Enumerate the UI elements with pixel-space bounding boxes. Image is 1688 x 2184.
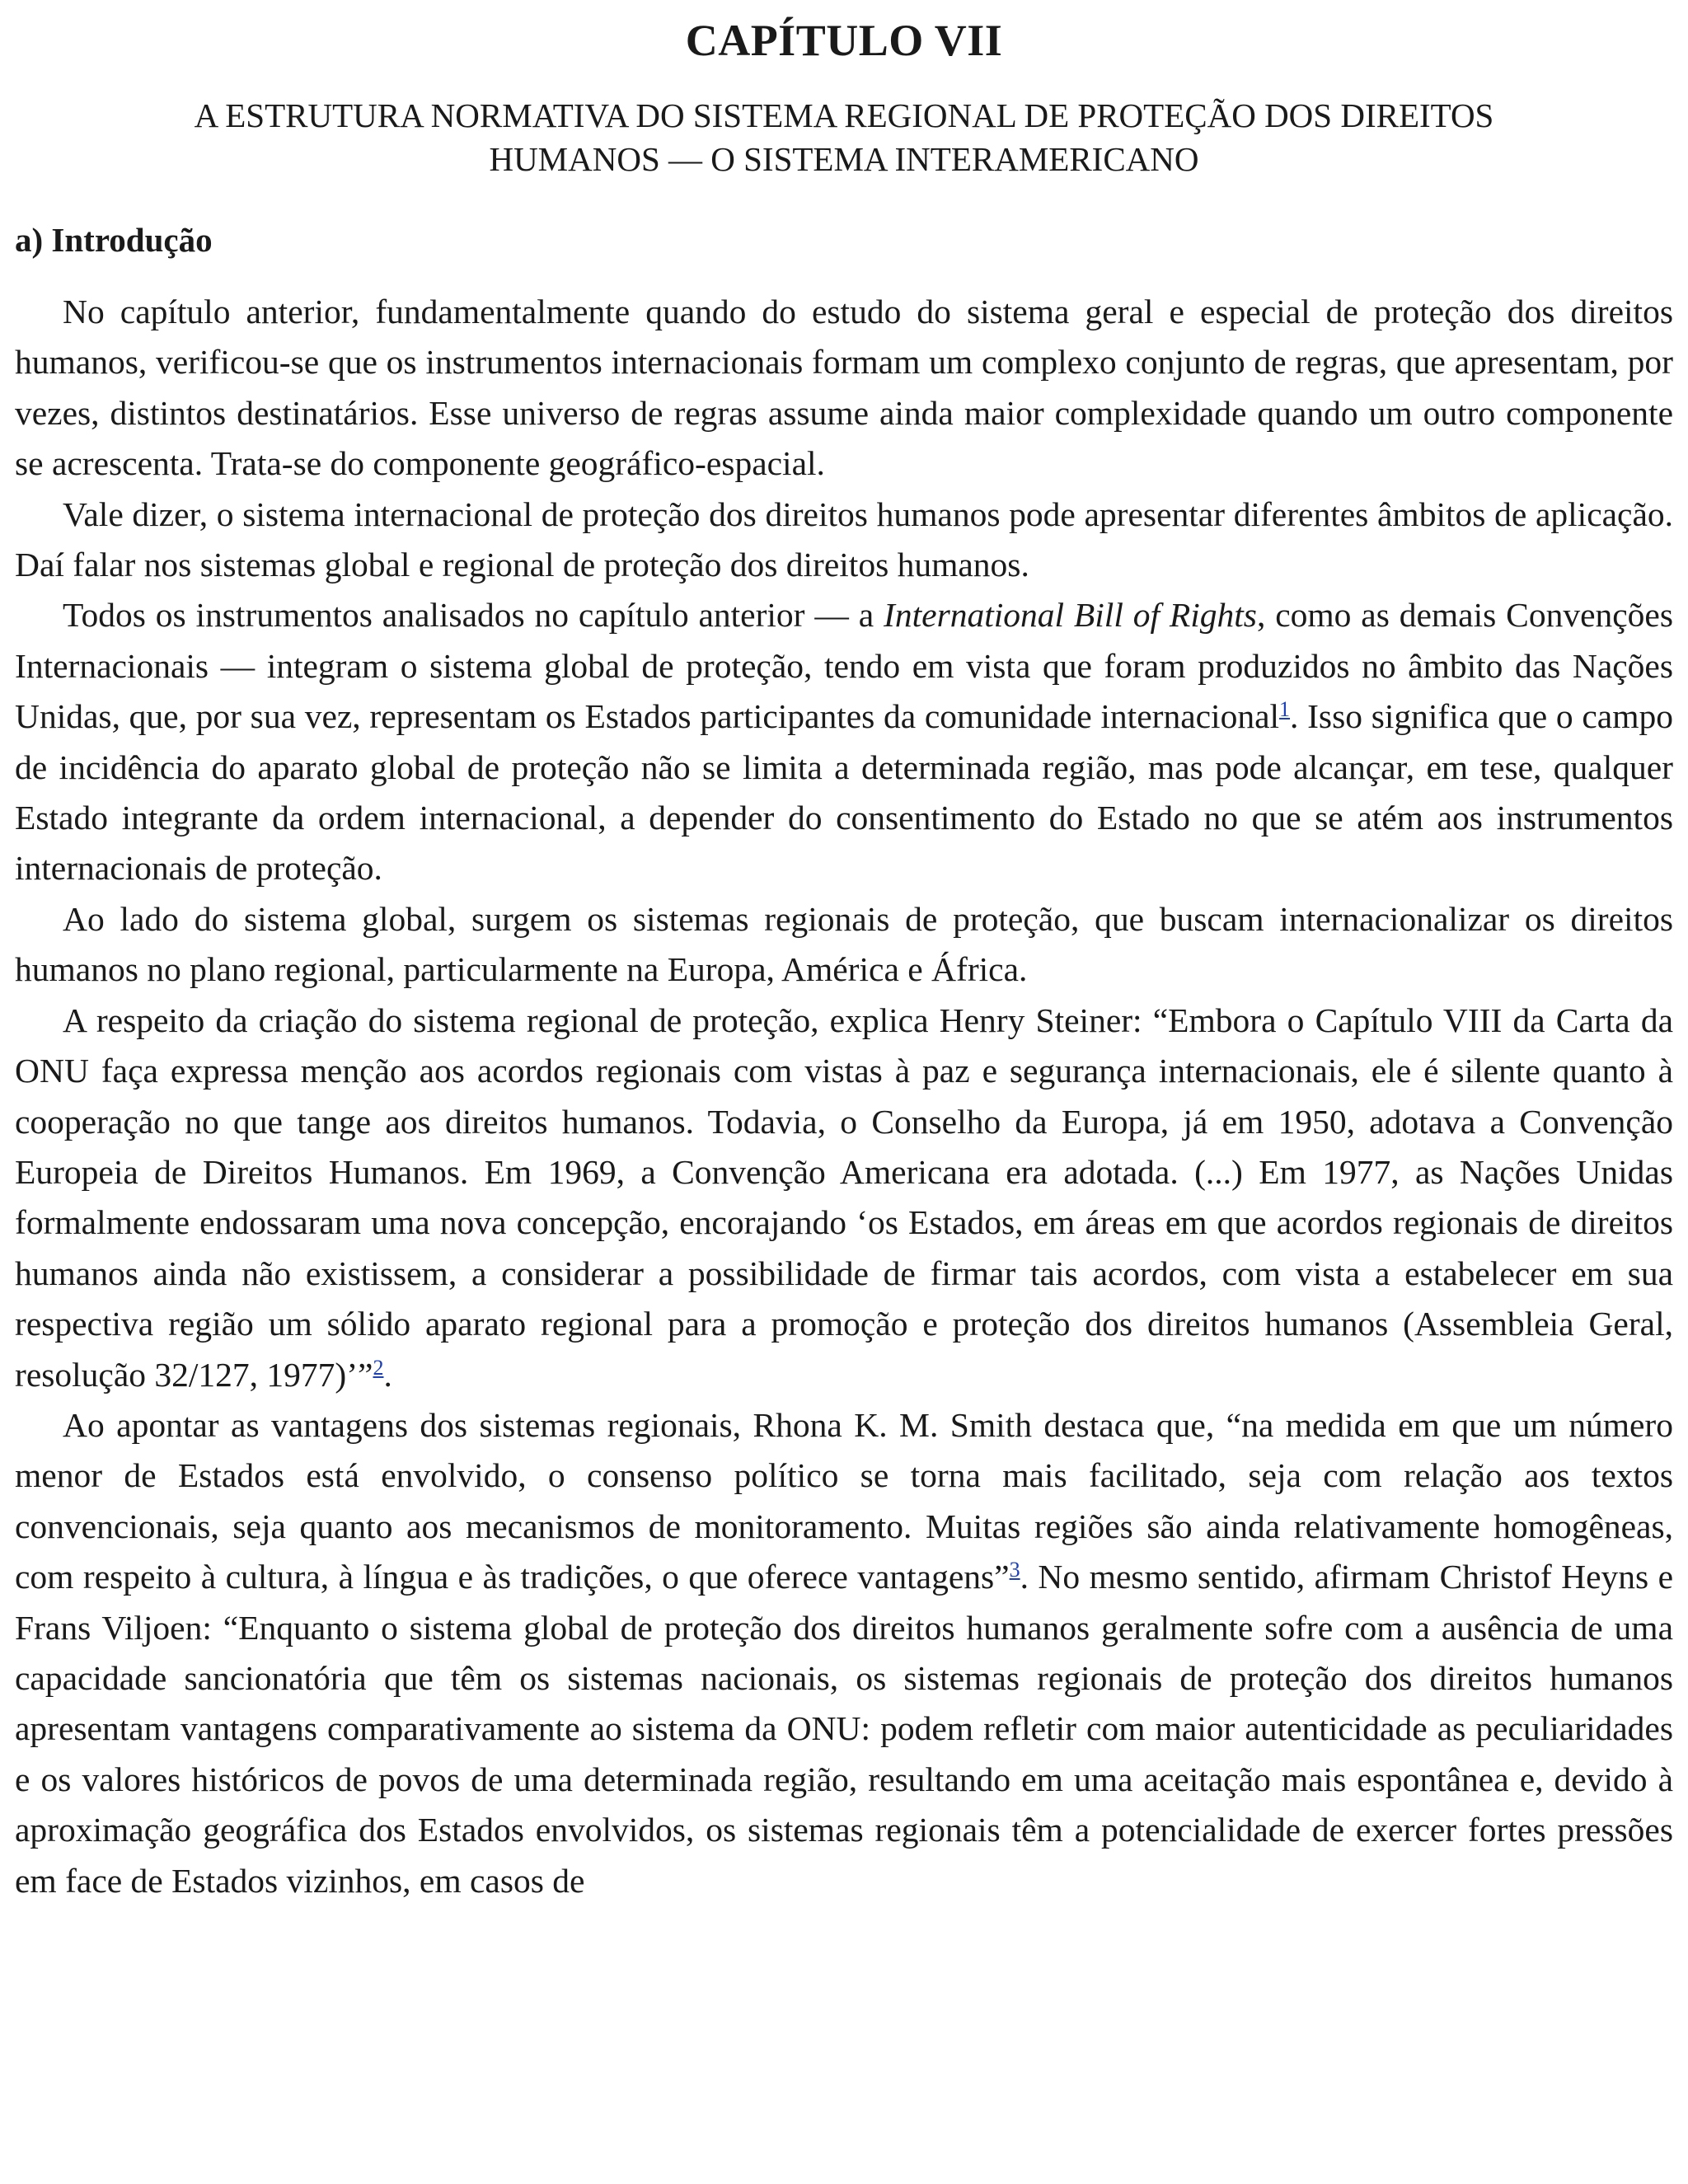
footnote-link-3[interactable]: 3 bbox=[1009, 1558, 1020, 1582]
chapter-subtitle-line2: HUMANOS — O SISTEMA INTERAMERICANO bbox=[489, 140, 1199, 178]
paragraph-3-italic: International Bill of Rights bbox=[884, 596, 1257, 635]
chapter-title: CAPÍTULO VII bbox=[685, 16, 1003, 65]
paragraph-3-text-a: Todos os instrumentos analisados no capítulo anterior — a bbox=[63, 596, 884, 635]
chapter-subtitle-line1: A ESTRUTURA NORMATIVA DO SISTEMA REGIONAL DE PROTEÇÃO DOS DIREITOS bbox=[194, 96, 1494, 134]
document-page bbox=[15, 0, 1673, 1906]
paragraph-4: Ao lado do sistema global, surgem os sistemas regionais de proteção, que buscam internacionalizar os direitos humanos no plano regional, particularmente na Europa, América e África. bbox=[15, 899, 1673, 989]
footnote-link-2[interactable]: 2 bbox=[373, 1355, 384, 1380]
body-text bbox=[15, 287, 1673, 1906]
paragraph-3-text-b: , como as demais Convenções Internacionais — integram o sistema global de proteção, tendo em vista que foram produzidos no âmbito das Nações Unidas, que, por sua vez, representam os Estados participantes da comunidade internacional bbox=[15, 596, 1673, 736]
paragraph-5 bbox=[15, 996, 1673, 1400]
paragraph-2: Vale dizer, o sistema internacional de proteção dos direitos humanos pode apresentar diferentes âmbitos de aplicação. Daí falar nos sistemas global e regional de proteção dos direitos humanos. bbox=[15, 494, 1673, 584]
paragraph-6-text-a: Ao apontar as vantagens dos sistemas regionais, Rhona K. M. Smith destaca que, “na medida em que um número menor de Estados está envolvido, o consenso político se torna mais facilitado, seja com relação aos textos convencionais, seja quanto aos mecanismos de monitoramento. Muitas regiões são ainda relativamente homogêneas, com respeito à cultura, à língua e às tradições, o que oferece vantagens” bbox=[15, 1405, 1673, 1596]
paragraph-6 bbox=[15, 1400, 1673, 1906]
paragraph-1: No capítulo anterior, fundamentalmente quando do estudo do sistema geral e especial de proteção dos direitos humanos, verificou-se que os instrumentos internacionais formam um complexo conjunto de regras, que apresentam, por vezes, distintos destinatários. Esse universo de regras assume ainda maior complexidade quando um outro componente se acrescenta. Trata-se do componente geográfico-espacial. bbox=[15, 293, 1673, 483]
paragraph-5-text-a: A respeito da criação do sistema regional de proteção, explica Henry Steiner: “Embora o Capítulo VIII da Carta da ONU faça expressa menção aos acordos regionais com vistas à paz e segurança internacionais, ele é silente quanto à cooperação no que tange aos direitos humanos. Todavia, o Conselho da Europa, já em 1950, adotava a Convenção Europeia de Direitos Humanos. Em 1969, a Convenção Americana era adotada. (...) Em 1977, as Nações Unidas formalmente endossaram uma nova concepção, encorajando ‘os Estados, em áreas em que acordos regionais de direitos humanos ainda não existissem, a considerar a possibilidade de firmar tais acordos, com vista a estabelecer em sua respectiva região um sólido aparato regional para a promoção e proteção dos direitos humanos (Assembleia Geral, resolução 32/127, 1977)’” bbox=[15, 1001, 1673, 1394]
footnote-link-1[interactable]: 1 bbox=[1279, 697, 1291, 722]
paragraph-6-text-b: . No mesmo sentido, afirmam Christof Heyns e Frans Viljoen: “Enquanto o sistema global de proteção dos direitos humanos geralmente sofre com a ausência de uma capacidade sancionatória que têm os sistemas nacionais, os sistemas regionais de proteção dos direitos humanos apresentam vantagens comparativamente ao sistema da ONU: podem refletir com maior autenticidade as peculiaridades e os valores históricos de povos de uma determinada região, resultando em uma aceitação mais espontânea e, devido à aproximação geográfica dos Estados envolvidos, os sistemas regionais têm a potencialidade de exercer fortes pressões em face de Estados vizinhos, em casos de bbox=[15, 1558, 1674, 1900]
section-heading: a) Introdução bbox=[15, 221, 213, 259]
paragraph-3-text-c: . Isso significa que o campo de incidência do aparato global de proteção não se limita a determinada região, mas pode alcançar, em tese, qualquer Estado integrante da ordem internacional, a depender do consentimento do Estado no que se atém aos instrumentos internacionais de proteção. bbox=[15, 697, 1673, 888]
chapter-subtitle bbox=[15, 94, 1673, 181]
paragraph-5-text-b: . bbox=[383, 1355, 392, 1394]
paragraph-3 bbox=[15, 590, 1673, 893]
